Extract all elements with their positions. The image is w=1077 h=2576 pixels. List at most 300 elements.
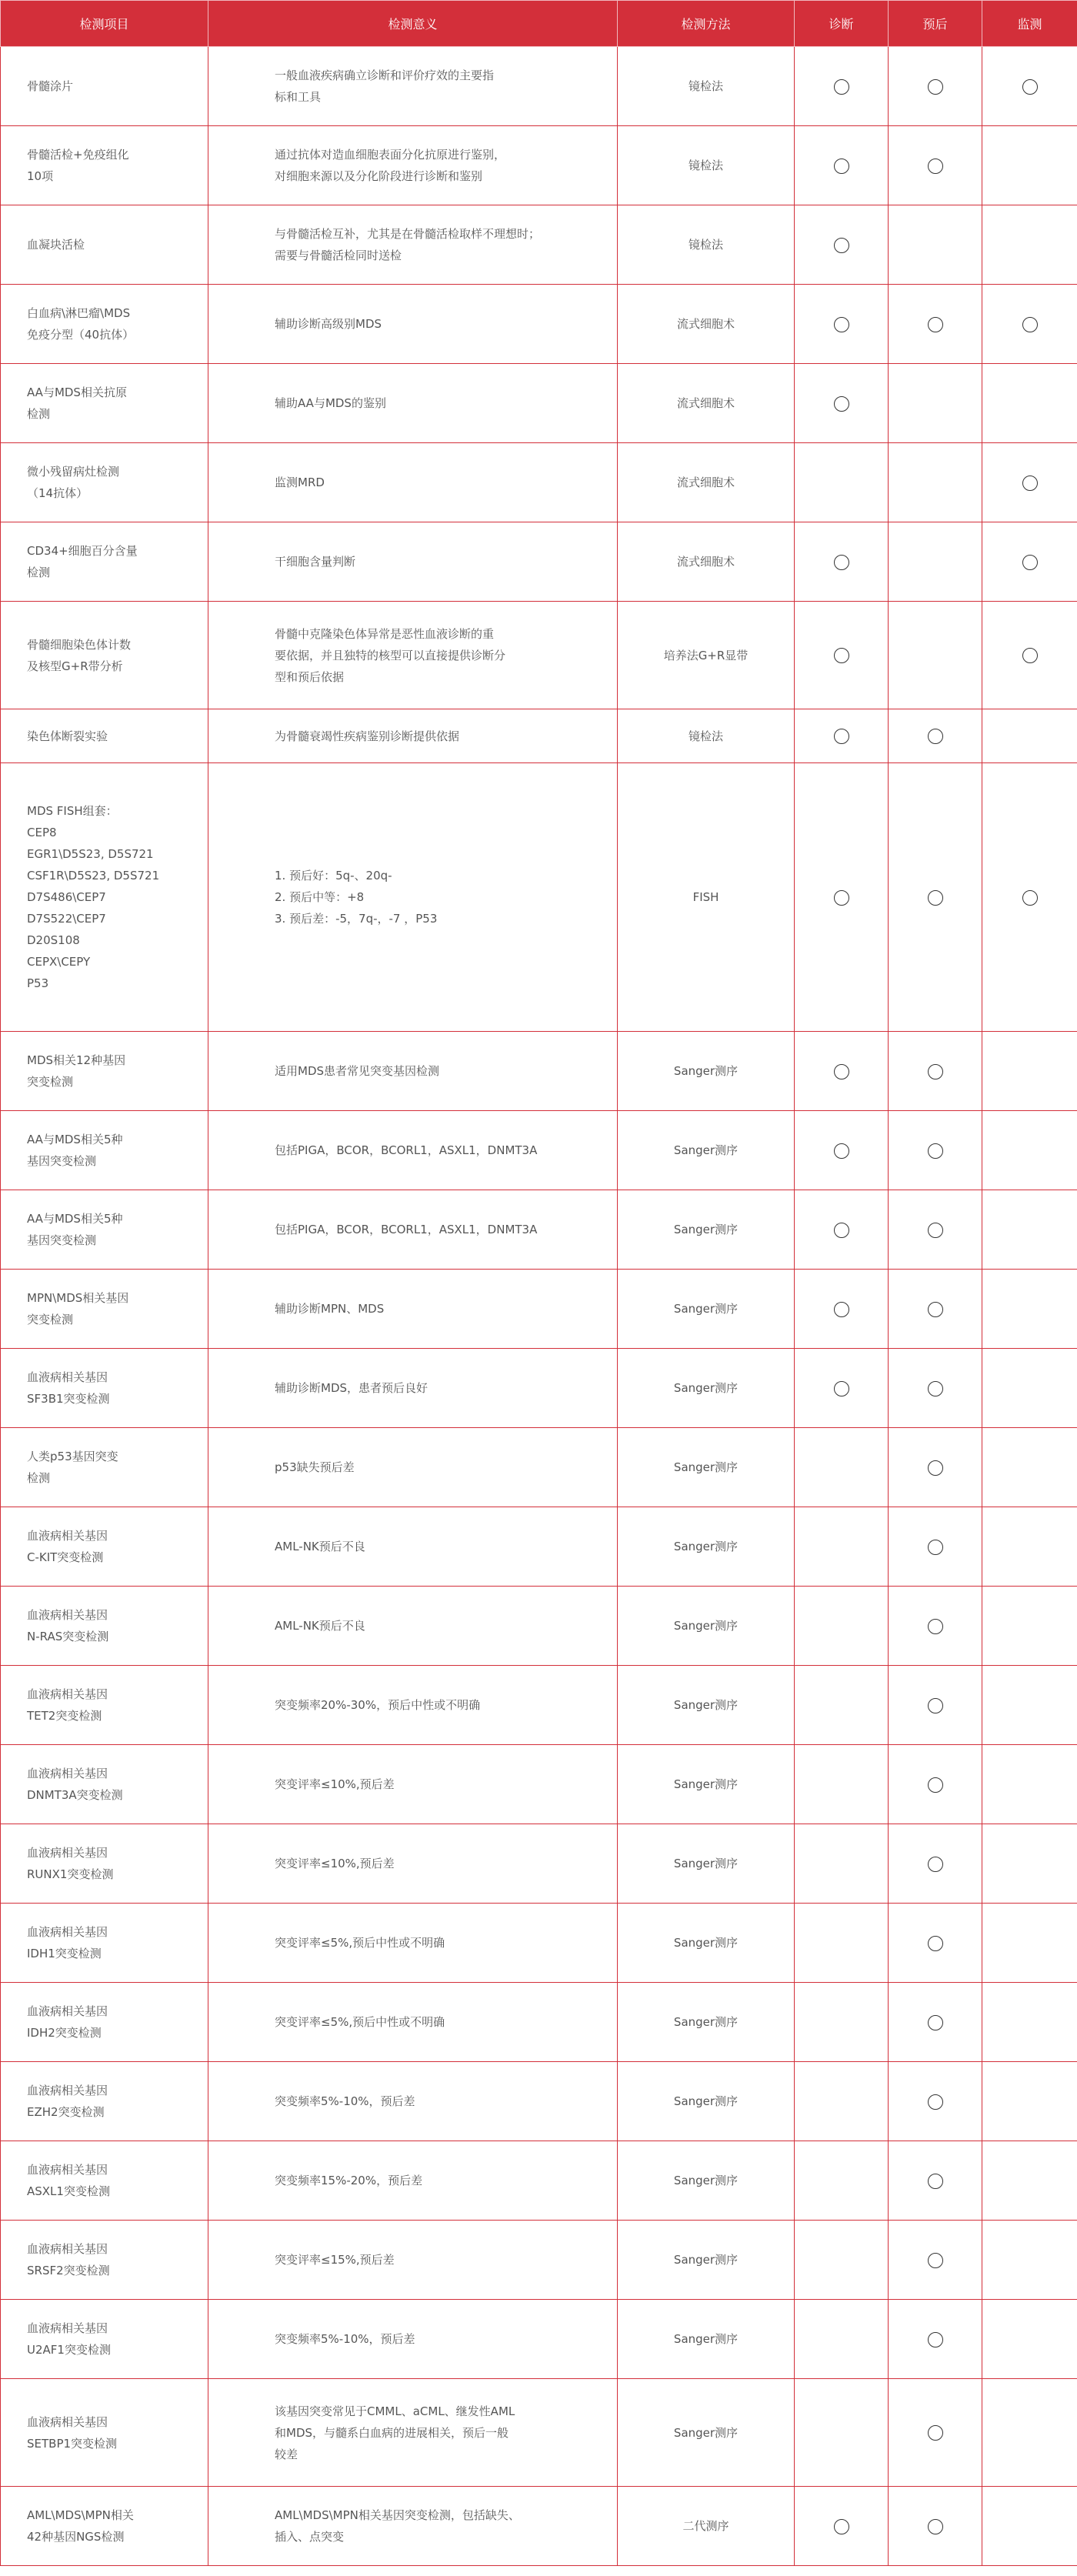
cell-test-method: 流式细胞术 (618, 285, 795, 364)
cell-prognosis (889, 1666, 982, 1745)
test-item-line: 及核型G+R带分析 (27, 659, 123, 673)
test-item-line: IDH2突变检测 (27, 2026, 102, 2040)
cell-test-method: Sanger测序 (618, 1428, 795, 1507)
cell-test-method: 镜检法 (618, 205, 795, 285)
test-item-line: 检测 (27, 566, 51, 579)
test-meaning-line: 与骨髓活检互补，尤其是在骨髓活检取样不理想时； (275, 227, 541, 241)
test-item-line: 骨髓活检+免疫组化 (27, 148, 129, 162)
circle-mark-icon (928, 1223, 943, 1238)
cell-prognosis (889, 1745, 982, 1824)
test-item-line: D20S108 (27, 933, 80, 947)
cell-test-item (1, 126, 208, 205)
test-meaning-line: 型和预后依据 (275, 669, 345, 684)
test-item-line: MDS FISH组套： (27, 804, 118, 818)
cell-test-item (1, 2141, 208, 2221)
circle-mark-icon (928, 2425, 943, 2441)
cell-test-item (1, 2300, 208, 2379)
cell-diagnosis (795, 1190, 889, 1270)
test-item-line: 血液病相关基因 (27, 2414, 108, 2429)
table-body (1, 47, 1077, 2566)
test-meaning-line: 要依据，并且独特的核型可以直接提供诊断分 (275, 648, 506, 662)
cell-prognosis (889, 1587, 982, 1666)
test-item-line: 免疫分型（40抗体） (27, 328, 135, 342)
cell-test-meaning (208, 2141, 618, 2221)
test-item-line: 突变检测 (27, 1075, 74, 1089)
test-item-line: ASXL1突变检测 (27, 2184, 110, 2198)
cell-monitoring (982, 1428, 1077, 1507)
cell-diagnosis (795, 1824, 889, 1904)
test-meaning-line: 需要与骨髓活检同时送检 (275, 249, 402, 262)
cell-test-method: Sanger测序 (618, 1587, 795, 1666)
table-row (1, 1745, 1077, 1824)
test-meaning-line: AML-NK预后不良 (275, 1540, 365, 1553)
circle-mark-icon (928, 317, 943, 332)
cell-monitoring (982, 522, 1077, 602)
test-meaning-line: 3. 预后差：-5，7q-，-7 ，P53 (275, 912, 438, 926)
test-meaning-line: 干细胞含量判断 (275, 555, 356, 569)
cell-test-item (1, 1745, 208, 1824)
test-item-line: AML\MDS\MPN相关 (27, 2508, 134, 2522)
test-meaning-line: 骨髓中克隆染色体异常是恶性血液诊断的重 (275, 626, 495, 641)
cell-prognosis (889, 47, 982, 126)
cell-test-meaning (208, 285, 618, 364)
cell-monitoring (982, 364, 1077, 443)
cell-monitoring (982, 443, 1077, 522)
cell-prognosis (889, 205, 982, 285)
circle-mark-icon (928, 1302, 943, 1317)
test-meaning-line: 插入、点突变 (275, 2530, 345, 2544)
test-meaning-line: 突变频率5%-10%，预后差 (275, 2332, 415, 2346)
cell-test-meaning (208, 1111, 618, 1190)
table-row (1, 2487, 1077, 2566)
test-item-line: 血液病相关基因 (27, 2084, 108, 2097)
cell-monitoring (982, 1824, 1077, 1904)
test-meaning-line: 辅助诊断MDS，患者预后良好 (275, 1381, 428, 1395)
test-meaning-line: 突变评率≤10%,预后差 (275, 1777, 395, 1791)
table-row (1, 1824, 1077, 1904)
test-item-line: 检测 (27, 1471, 51, 1485)
cell-test-item (1, 1349, 208, 1428)
cell-prognosis (889, 126, 982, 205)
cell-test-meaning (208, 1904, 618, 1983)
test-item-line: AA与MDS相关5种 (27, 1133, 123, 1146)
cell-prognosis (889, 1904, 982, 1983)
circle-mark-icon (928, 158, 943, 174)
cell-test-item (1, 2379, 208, 2487)
table-row (1, 364, 1077, 443)
cell-monitoring (982, 1904, 1077, 1983)
cell-test-meaning (208, 443, 618, 522)
cell-diagnosis (795, 1270, 889, 1349)
circle-mark-icon (928, 2015, 943, 2030)
test-meaning-line: 为骨髓衰竭性疾病鉴别诊断提供依据 (275, 729, 460, 743)
circle-mark-icon (1022, 79, 1038, 95)
cell-test-method: Sanger测序 (618, 1666, 795, 1745)
cell-test-meaning (208, 364, 618, 443)
cell-test-method: Sanger测序 (618, 1507, 795, 1587)
cell-diagnosis (795, 1032, 889, 1111)
cell-prognosis (889, 2141, 982, 2221)
cell-test-meaning (208, 709, 618, 763)
circle-mark-icon (834, 729, 849, 744)
test-item-line: EZH2突变检测 (27, 2105, 105, 2119)
test-item-line: AA与MDS相关5种 (27, 1212, 123, 1226)
cell-test-meaning (208, 1190, 618, 1270)
circle-mark-icon (928, 890, 943, 906)
cell-test-item (1, 285, 208, 364)
cell-prognosis (889, 2221, 982, 2300)
circle-mark-icon (928, 79, 943, 95)
cell-diagnosis (795, 205, 889, 285)
cell-test-method: Sanger测序 (618, 2300, 795, 2379)
circle-mark-icon (928, 1777, 943, 1793)
cell-test-method: Sanger测序 (618, 1270, 795, 1349)
circle-mark-icon (834, 1223, 849, 1238)
table-row (1, 2300, 1077, 2379)
header-monitoring: 监测 (982, 1, 1077, 47)
cell-test-meaning (208, 602, 618, 709)
cell-monitoring (982, 205, 1077, 285)
test-item-line: C-KIT突变检测 (27, 1550, 104, 1564)
cell-test-meaning (208, 1745, 618, 1824)
cell-test-method: Sanger测序 (618, 1824, 795, 1904)
test-item-line: 血液病相关基因 (27, 2242, 108, 2256)
test-item-line: 微小残留病灶检测 (27, 465, 120, 479)
cell-diagnosis (795, 1904, 889, 1983)
test-item-line: EGR1\D5S23, D5S721 (27, 847, 154, 861)
cell-test-meaning (208, 205, 618, 285)
circle-mark-icon (928, 2253, 943, 2268)
test-item-line: 血液病相关基因 (27, 1767, 108, 1780)
circle-mark-icon (834, 158, 849, 174)
cell-prognosis (889, 763, 982, 1032)
cell-diagnosis (795, 2300, 889, 2379)
test-item-line: 人类p53基因突变 (27, 1450, 118, 1463)
cell-monitoring (982, 1983, 1077, 2062)
cell-monitoring (982, 1507, 1077, 1587)
table-header-row (1, 1, 1077, 47)
cell-test-item (1, 1111, 208, 1190)
cell-test-item (1, 709, 208, 763)
table-row (1, 205, 1077, 285)
cell-test-meaning (208, 1032, 618, 1111)
circle-mark-icon (834, 1064, 849, 1079)
cell-diagnosis (795, 1428, 889, 1507)
test-item-line: 白血病\淋巴瘤\MDS (27, 306, 131, 320)
test-item-line: SETBP1突变检测 (27, 2436, 118, 2451)
table-row (1, 1587, 1077, 1666)
cell-monitoring (982, 2300, 1077, 2379)
cell-monitoring (982, 47, 1077, 126)
cell-test-item (1, 763, 208, 1032)
cell-test-item (1, 1666, 208, 1745)
table-row (1, 522, 1077, 602)
cell-test-item (1, 602, 208, 709)
test-meaning-line: 突变频率15%-20%，预后差 (275, 2174, 423, 2187)
test-item-line: 突变检测 (27, 1313, 74, 1326)
test-item-line: 血液病相关基因 (27, 2163, 108, 2177)
cell-prognosis (889, 2062, 982, 2141)
test-meaning-line: 对细胞来源以及分化阶段进行诊断和鉴别 (275, 169, 483, 183)
test-meaning-line: 包括PIGA，BCOR，BCORL1，ASXL1，DNMT3A (275, 1143, 538, 1157)
cell-prognosis (889, 2487, 982, 2566)
cell-test-meaning (208, 1983, 618, 2062)
cell-monitoring (982, 2379, 1077, 2487)
table-row (1, 2141, 1077, 2221)
cell-test-item (1, 1507, 208, 1587)
test-item-line: 血液病相关基因 (27, 1608, 108, 1622)
table-row (1, 443, 1077, 522)
cell-test-method: Sanger测序 (618, 1349, 795, 1428)
cell-monitoring (982, 1190, 1077, 1270)
cell-test-meaning (208, 2062, 618, 2141)
test-meaning-line: 包括PIGA，BCOR，BCORL1，ASXL1，DNMT3A (275, 1223, 538, 1236)
header-method: 检测方法 (618, 1, 795, 47)
table-row (1, 126, 1077, 205)
cell-diagnosis (795, 763, 889, 1032)
table-row (1, 1428, 1077, 1507)
cell-test-method: Sanger测序 (618, 2141, 795, 2221)
table-row (1, 1349, 1077, 1428)
cell-diagnosis (795, 285, 889, 364)
cell-prognosis (889, 1824, 982, 1904)
table-row (1, 1032, 1077, 1111)
circle-mark-icon (928, 2519, 943, 2534)
circle-mark-icon (928, 1936, 943, 1951)
test-meaning-line: 突变频率20%-30%，预后中性或不明确 (275, 1698, 481, 1712)
cell-test-item (1, 1824, 208, 1904)
test-meaning-line: 较差 (275, 2447, 298, 2461)
cell-diagnosis (795, 364, 889, 443)
table-row (1, 1666, 1077, 1745)
test-item-line: 血液病相关基因 (27, 2321, 108, 2335)
test-item-line: 血凝块活检 (27, 238, 85, 252)
test-item-line: MDS相关12种基因 (27, 1053, 126, 1067)
cell-prognosis (889, 1349, 982, 1428)
circle-mark-icon (928, 2174, 943, 2189)
test-item-line: 10项 (27, 169, 54, 183)
cell-test-item (1, 1032, 208, 1111)
test-item-line: 血液病相关基因 (27, 1925, 108, 1939)
cell-diagnosis (795, 1745, 889, 1824)
cell-test-item (1, 1983, 208, 2062)
cell-test-meaning (208, 522, 618, 602)
cell-test-method: Sanger测序 (618, 1745, 795, 1824)
cell-test-meaning (208, 1349, 618, 1428)
cell-diagnosis (795, 602, 889, 709)
test-item-line: CEPX\CEPY (27, 955, 91, 969)
circle-mark-icon (928, 1381, 943, 1396)
cell-test-item (1, 1270, 208, 1349)
cell-prognosis (889, 443, 982, 522)
circle-mark-icon (834, 555, 849, 570)
circle-mark-icon (1022, 648, 1038, 663)
test-item-line: 血液病相关基因 (27, 1370, 108, 1384)
cell-monitoring (982, 2141, 1077, 2221)
cell-monitoring (982, 1745, 1077, 1824)
test-item-line: U2AF1突变检测 (27, 2343, 111, 2357)
test-meaning-line: 和MDS，与髓系白血病的进展相关，预后一般 (275, 2425, 509, 2440)
test-item-line: P53 (27, 976, 49, 990)
cell-test-method: 流式细胞术 (618, 522, 795, 602)
test-item-line: 42种基因NGS检测 (27, 2530, 125, 2544)
cell-test-meaning (208, 1270, 618, 1349)
cell-prognosis (889, 709, 982, 763)
cell-monitoring (982, 1587, 1077, 1666)
cell-prognosis (889, 1032, 982, 1111)
cell-test-meaning (208, 2221, 618, 2300)
cell-test-item (1, 2221, 208, 2300)
table-row (1, 1111, 1077, 1190)
test-item-line: 血液病相关基因 (27, 1687, 108, 1701)
cell-test-method: 培养法G+R显带 (618, 602, 795, 709)
cell-test-meaning (208, 1824, 618, 1904)
test-item-line: 血液病相关基因 (27, 2004, 108, 2018)
cell-test-item (1, 1587, 208, 1666)
cell-monitoring (982, 126, 1077, 205)
test-item-line: 骨髓细胞染色体计数 (27, 637, 132, 652)
cell-diagnosis (795, 1983, 889, 2062)
test-meaning-line: 辅助诊断高级别MDS (275, 317, 382, 331)
table-row (1, 1507, 1077, 1587)
test-item-line: AA与MDS相关抗原 (27, 385, 127, 399)
cell-test-meaning (208, 2379, 618, 2487)
circle-mark-icon (1022, 317, 1038, 332)
cell-test-method: Sanger测序 (618, 2379, 795, 2487)
cell-test-method: 流式细胞术 (618, 364, 795, 443)
cell-test-item (1, 364, 208, 443)
test-item-line: CD34+细胞百分含量 (27, 544, 138, 558)
test-item-line: D7S486\CEP7 (27, 890, 106, 904)
cell-test-item (1, 2487, 208, 2566)
test-item-line: RUNX1突变检测 (27, 1867, 114, 1881)
cell-test-item (1, 2062, 208, 2141)
cell-test-item (1, 47, 208, 126)
cell-diagnosis (795, 47, 889, 126)
cell-monitoring (982, 709, 1077, 763)
table-row (1, 47, 1077, 126)
circle-mark-icon (928, 1143, 943, 1159)
cell-diagnosis (795, 1349, 889, 1428)
test-meaning-line: 监测MRD (275, 475, 325, 489)
test-meaning-line: 突变评率≤5%,预后中性或不明确 (275, 2015, 445, 2029)
cell-monitoring (982, 285, 1077, 364)
cell-test-method: Sanger测序 (618, 1983, 795, 2062)
test-item-line: 基因突变检测 (27, 1154, 97, 1168)
test-item-line: DNMT3A突变检测 (27, 1788, 123, 1802)
cell-prognosis (889, 2300, 982, 2379)
cell-diagnosis (795, 2487, 889, 2566)
test-meaning-line: 突变评率≤5%,预后中性或不明确 (275, 1936, 445, 1950)
cell-test-method: Sanger测序 (618, 1190, 795, 1270)
cell-test-method: Sanger测序 (618, 2062, 795, 2141)
test-meaning-line: 突变评率≤10%,预后差 (275, 1857, 395, 1870)
table-row (1, 2062, 1077, 2141)
table-row (1, 1190, 1077, 1270)
cell-monitoring (982, 1111, 1077, 1190)
circle-mark-icon (928, 1460, 943, 1476)
cell-test-method: 镜检法 (618, 126, 795, 205)
circle-mark-icon (834, 648, 849, 663)
cell-monitoring (982, 1032, 1077, 1111)
test-meaning-line: 该基因突变常见于CMML、aCML、继发性AML (275, 2404, 515, 2418)
cell-test-meaning (208, 1666, 618, 1745)
test-item-line: 骨髓涂片 (27, 79, 74, 93)
cell-test-method: 二代测序 (618, 2487, 795, 2566)
cell-monitoring (982, 1349, 1077, 1428)
cell-test-method: Sanger测序 (618, 1032, 795, 1111)
cell-test-meaning (208, 1507, 618, 1587)
cell-test-meaning (208, 47, 618, 126)
test-item-line: CSF1R\D5S23, D5S721 (27, 869, 160, 883)
test-meaning-line: 辅助诊断MPN、MDS (275, 1302, 385, 1316)
test-meaning-line: p53缺失预后差 (275, 1460, 355, 1474)
test-item-line: （14抗体） (27, 486, 88, 500)
cell-test-item (1, 1190, 208, 1270)
cell-test-meaning (208, 763, 618, 1032)
circle-mark-icon (928, 1698, 943, 1713)
cell-prognosis (889, 602, 982, 709)
table-row (1, 709, 1077, 763)
header-diagnosis: 诊断 (795, 1, 889, 47)
test-meaning-line: 通过抗体对造血细胞表面分化抗原进行鉴别， (275, 148, 506, 162)
cell-prognosis (889, 2379, 982, 2487)
cell-monitoring (982, 2062, 1077, 2141)
circle-mark-icon (834, 1302, 849, 1317)
cell-diagnosis (795, 1666, 889, 1745)
cell-prognosis (889, 1428, 982, 1507)
cell-test-meaning (208, 1428, 618, 1507)
test-meaning-line: AML-NK预后不良 (275, 1619, 365, 1633)
cell-diagnosis (795, 2141, 889, 2221)
cell-diagnosis (795, 1587, 889, 1666)
cell-monitoring (982, 1666, 1077, 1745)
cell-diagnosis (795, 1507, 889, 1587)
table-row (1, 1983, 1077, 2062)
test-item-line: D7S522\CEP7 (27, 912, 106, 926)
circle-mark-icon (928, 1619, 943, 1634)
circle-mark-icon (1022, 475, 1038, 491)
test-item-line: SRSF2突变检测 (27, 2264, 110, 2277)
circle-mark-icon (1022, 890, 1038, 906)
cell-monitoring (982, 2221, 1077, 2300)
cell-diagnosis (795, 522, 889, 602)
test-meaning-line: 1. 预后好：5q-、20q- (275, 869, 392, 883)
table-row (1, 602, 1077, 709)
cell-test-method: 流式细胞术 (618, 443, 795, 522)
test-item-line: SF3B1突变检测 (27, 1392, 110, 1406)
test-item-line: 基因突变检测 (27, 1233, 97, 1247)
cell-monitoring (982, 763, 1077, 1032)
cell-test-item (1, 205, 208, 285)
circle-mark-icon (834, 2519, 849, 2534)
table-row (1, 285, 1077, 364)
test-item-line: N-RAS突变检测 (27, 1630, 109, 1643)
cell-diagnosis (795, 2379, 889, 2487)
cell-prognosis (889, 364, 982, 443)
circle-mark-icon (834, 396, 849, 412)
test-meaning-line: AML\MDS\MPN相关基因突变检测，包括缺失、 (275, 2508, 520, 2522)
cell-test-item (1, 443, 208, 522)
cell-prognosis (889, 1190, 982, 1270)
header-meaning: 检测意义 (208, 1, 618, 47)
cell-prognosis (889, 285, 982, 364)
cell-test-meaning (208, 2300, 618, 2379)
cell-test-item (1, 522, 208, 602)
circle-mark-icon (1022, 555, 1038, 570)
circle-mark-icon (928, 2094, 943, 2110)
cell-prognosis (889, 1111, 982, 1190)
